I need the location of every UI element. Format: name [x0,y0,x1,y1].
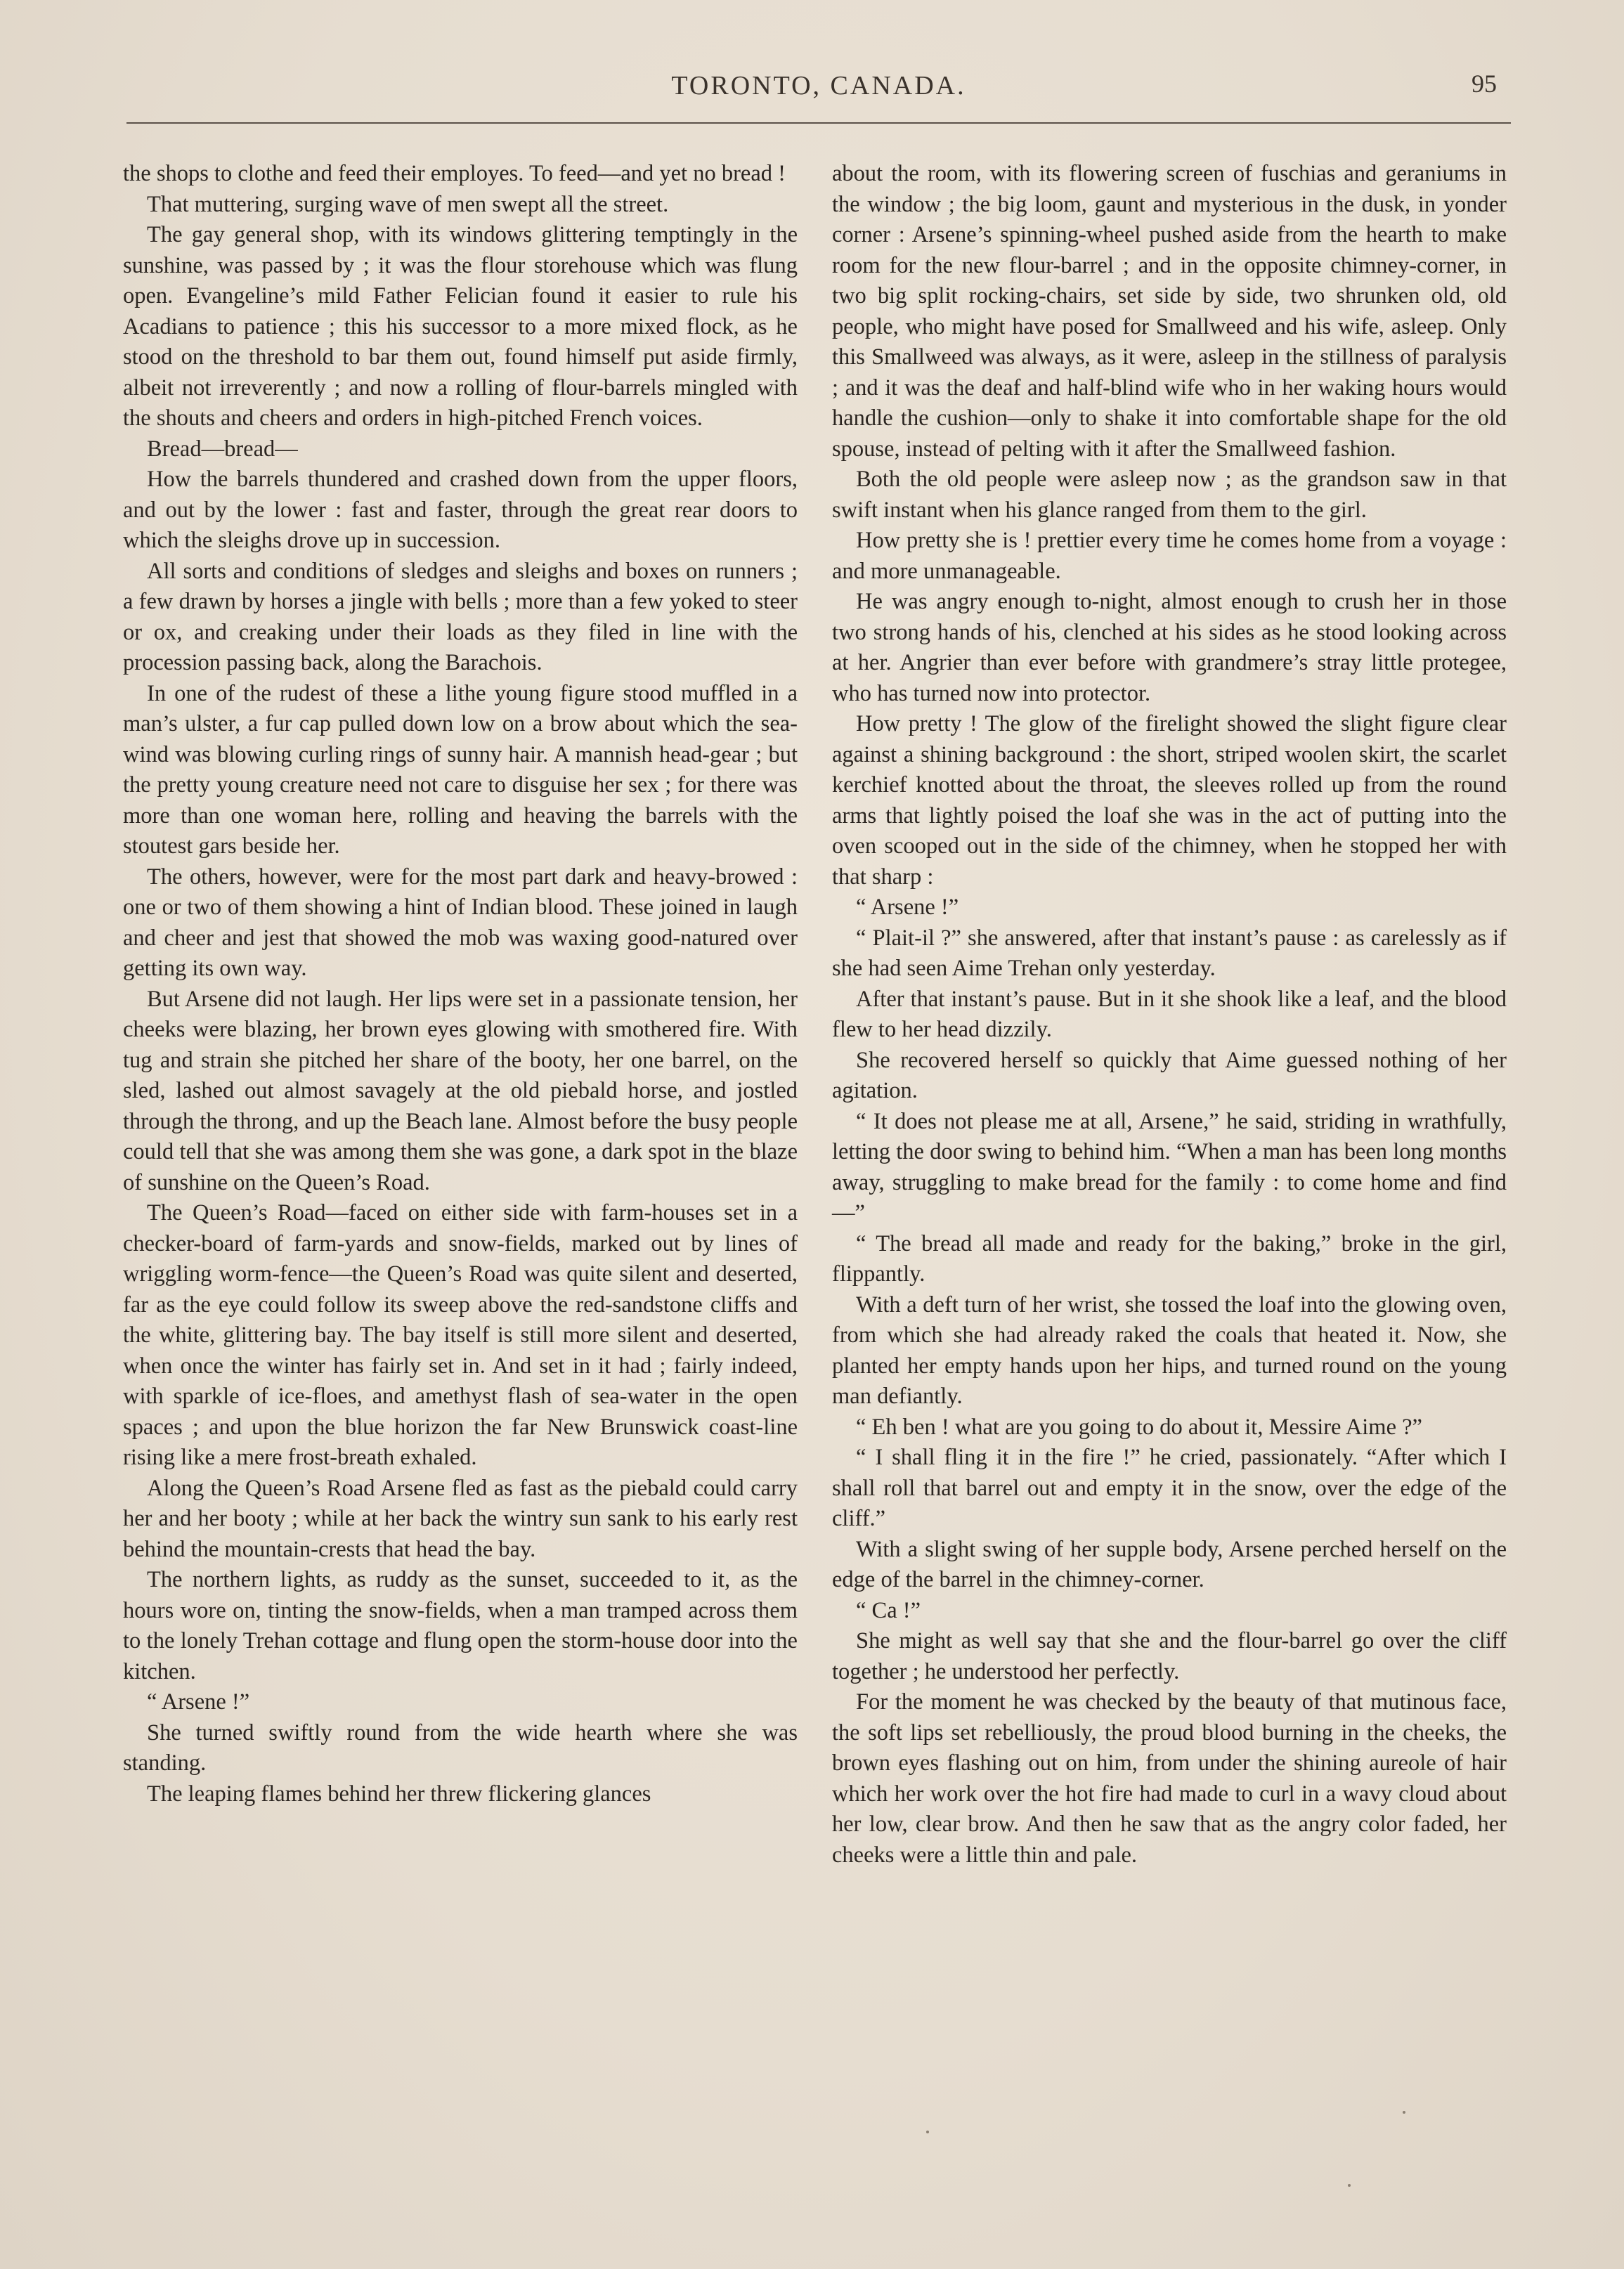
paragraph: All sorts and conditions of sledges and sleighs and boxes on runners ; a few drawn by horses a jingle with bells ; more than a few yoked to steer or ox, and creaking under their loads as they filed in line with the procession passing back, along the Barachois. [123,558,798,675]
paragraph: The others, however, were for the most part dark and heavy-browed : one or two of them showing a hint of Indian blood. These joined in laugh and cheer and jest that showed the mob was waxing good-natured over getting its own way. [123,864,798,981]
paragraph: How pretty she is ! prettier every time he comes home from a voyage : and more unmanageable. [832,528,1507,584]
paragraph: That muttering, surging wave of men swept all the street. [147,191,669,217]
paragraph: the shops to clothe and feed their employes. To feed—and yet no bread ! [123,161,786,186]
paragraph: “ Arsene !” [147,1689,250,1715]
paragraph: How the barrels thundered and crashed down from the upper floors, and out by the lower : fast and faster, through the great rear doors to which the sleighs drove up in succession. [123,467,798,553]
paragraph: Bread—bread— [147,436,298,462]
paragraph: Both the old people were asleep now ; as the grandson saw in that swift instant when his glance ranged from them to the girl. [832,467,1507,523]
paragraph: The gay general shop, with its windows glittering temptingly in the sunshine, was passed by ; it was the flour storehouse which was flung open. Evangeline’s mild Father Felician found it easier to rule his Acadians to patience ; this his successor to a more mixed flock, as he stood on the threshold to bar them out, found himself put aside firmly, albeit not irreverently ; and now a rolling of flour-barrels mingled with the shouts and cheers and orders in high-pitched French voices. [123,222,798,431]
paragraph: How pretty ! The glow of the firelight showed the slight figure clear against a shining background : the short, striped woolen skirt, the scarlet kerchief knotted about the throat, the sleeves rolled up from the round arms that lightly poised the loaf she was in the act of putting into the oven scooped out in the side of the chimney, when he stopped her with that sharp : [832,711,1507,890]
paragraph: “ Ca !” [856,1597,921,1623]
paragraph: With a deft turn of her wrist, she tossed the loaf into the glowing oven, from which she had already raked the coals that heated it. Now, she planted her empty hands upon her hips, and turned round on the young man defiantly. [832,1292,1507,1409]
running-head: TORONTO, CANADA. [671,71,966,100]
paragraph: “ I shall fling it in the fire !” he cried, passionately. “After which I shall roll that barrel out and empty it in the snow, over the edge of the cliff.” [832,1445,1507,1531]
paragraph: The northern lights, as ruddy as the sunset, succeeded to it, as the hours wore on, tinting the snow-fields, when a man tramped across them to the lonely Trehan cottage and flung open the storm-house door into the kitchen. [123,1567,798,1684]
paragraph: He was angry enough to-night, almost enough to crush her in those two strong hands of his, clenched at his sides as he stood looking across at her. Angrier than ever before with grandmere’s stray little protegee, who has turned now into protector. [832,589,1507,706]
page-number: 95 [1472,70,1497,98]
paragraph: Along the Queen’s Road Arsene fled as fast as the piebald could carry her and her booty ; while at her back the wintry sun sank to his early rest behind the mountain-crests that head the bay. [123,1475,798,1562]
paragraph: She turned swiftly round from the wide hearth where she was standing. [123,1719,798,1776]
paragraph: “ Plait-il ?” she answered, after that instant’s pause : as carelessly as if she had seen Aime Trehan only yesterday. [832,925,1507,981]
paper-speck [1348,2184,1351,2187]
paragraph: She might as well say that she and the flour-barrel go over the cliff together ; he understood her perfectly. [832,1628,1507,1684]
paper-speck [1403,2111,1405,2114]
page-header [126,65,1511,121]
paper-speck [926,2131,929,2133]
paragraph: “ It does not please me at all, Arsene,” he said, striding in wrathfully, letting the door swing to behind him. “When a man has been long months away, struggling to make bread for the family : to come home and find—” [832,1108,1507,1225]
paragraph: In one of the rudest of these a lithe young figure stood muffled in a man’s ulster, a fur cap pulled down low on a brow about which the sea-wind was blowing curling rings of sunny hair. A mannish head-gear ; but the pretty young creature need not care to disguise her sex ; for there was more than one woman here, rolling and heaving the barrels with the stoutest gars beside her. [123,680,798,859]
paragraph: She recovered herself so quickly that Aime guessed nothing of her agitation. [832,1047,1507,1103]
right-column [832,159,1507,2126]
left-column [123,159,798,2126]
paragraph: But Arsene did not laugh. Her lips were set in a passionate tension, her cheeks were blazing, her brown eyes glowing with smothered fire. With tug and strain she pitched her share of the booty, her one barrel, on the sled, lashed out almost savagely at the old piebald horse, and jostled through the throng, and up the Beach lane. Almost before the busy people could tell that she was among them she was gone, a dark spot in the blaze of sunshine on the Queen’s Road. [123,986,798,1195]
paragraph: For the moment he was checked by the beauty of that mutinous face, the soft lips set rebelliously, the proud blood burning in the cheeks, the brown eyes flashing out on him, from under the shining aureole of hair which her work over the hot fire had made to curl in a wavy cloud about her low, clear brow. And then he saw that as the angry color faded, her cheeks were a little thin and pale. [832,1689,1507,1868]
paragraph: about the room, with its flowering screen of fuschias and geraniums in the window ; the big loom, gaunt and mysterious in the dusk, in yonder corner : Arsene’s spinning-wheel pushed aside from the hearth to make room for the new flour-barrel ; and in the opposite chimney-corner, in two big split rocking-chairs, set side by side, two shrunken old, old people, who might have posed for Smallweed and his wife, asleep. Only this Smallweed was always, as it were, asleep in the stillness of paralysis ; and it was the deaf and half-blind wife who in her waking hours would handle the cushion—only to shake it into comfortable shape for the old spouse, instead of pelting with it after the Smallweed fashion. [832,161,1507,462]
paragraph: “ Arsene !” [856,895,959,920]
header-rule [126,122,1511,124]
paragraph: The leaping flames behind her threw flickering glances [147,1781,651,1807]
paragraph: “ The bread all made and ready for the baking,” broke in the girl, flippantly. [832,1230,1507,1287]
paragraph: “ Eh ben ! what are you going to do about it, Messire Aime ?” [856,1414,1422,1440]
paragraph: The Queen’s Road—faced on either side with farm-houses set in a checker-board of farm-yards and snow-fields, marked out by lines of wriggling worm-fence—the Queen’s Road was quite silent and deserted, far as the eye could follow its sweep above the red-sandstone cliffs and the white, glittering bay. The bay itself is still more silent and deserted, when once the winter has fairly set in. And set in it had ; fairly indeed, with sparkle of ice-floes, and amethyst flash of sea-water in the open spaces ; and upon the blue horizon the far New Brunswick coast-line rising like a mere frost-breath exhaled. [123,1200,798,1470]
paragraph: After that instant’s pause. But in it she shook like a leaf, and the blood flew to her head dizzily. [832,986,1507,1042]
paragraph: With a slight swing of her supple body, Arsene perched herself on the edge of the barrel in the chimney-corner. [832,1536,1507,1592]
